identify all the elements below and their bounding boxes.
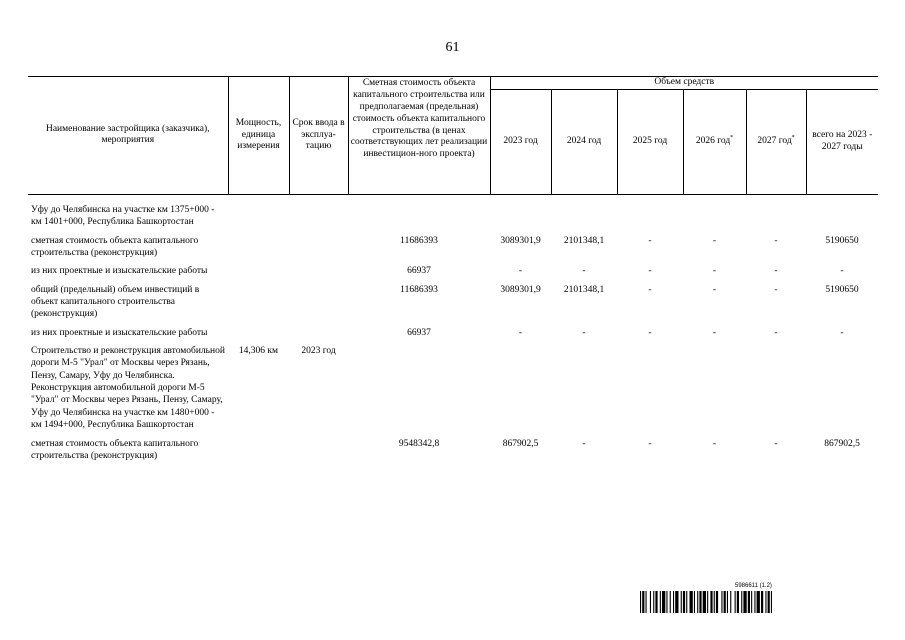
cell-y2023: - (518, 266, 523, 277)
cell-y2024 (551, 345, 617, 431)
cell-y2024: 2101348,1 (563, 284, 605, 295)
cell-cost (348, 204, 490, 229)
barcode-bar (655, 591, 657, 613)
cell-term (289, 438, 348, 463)
cell-y2024: - (582, 327, 586, 338)
barcode-bar (690, 591, 693, 613)
cell-term (289, 327, 348, 339)
header-2025: 2025 год (617, 89, 683, 194)
table-row (28, 327, 878, 339)
barcode-bar (751, 591, 752, 613)
cell-cap: 14,306 км (238, 346, 279, 357)
barcode-text: 5986611 (1.2) (735, 583, 772, 589)
cell-y2026 (683, 345, 746, 431)
barcode-bar (741, 591, 742, 613)
cell-y2023: 3089301,9 (500, 235, 541, 246)
cell-y2026: - (712, 284, 717, 295)
table-row (28, 235, 878, 260)
barcode (640, 583, 876, 613)
barcode-bar (683, 591, 685, 613)
table-row (28, 284, 878, 321)
cell-name: Уфу до Челябинска на участке км 1375+000 - км 1401+000, Республика Башкортостан (31, 205, 215, 228)
table-row (28, 265, 878, 277)
cell-cost: 9548342,8 (398, 438, 440, 449)
page-number: 61 (445, 40, 460, 55)
barcode-bar (716, 591, 718, 613)
cell-y2023: 3089301,9 (500, 284, 541, 295)
barcode-bar (686, 591, 687, 613)
cell-y2024: 2101348,1 (563, 235, 605, 246)
cell-y2023 (490, 345, 551, 431)
cell-y2026 (683, 204, 746, 229)
header-2024: 2024 год (551, 89, 617, 194)
barcode-bar (697, 591, 698, 613)
cell-term (289, 265, 348, 277)
cell-y2027: - (774, 327, 778, 338)
barcode-bar (646, 591, 647, 613)
cell-cap (228, 284, 289, 321)
cell-name: сметная стоимость объекта капитального строительства (реконструкция) (31, 235, 199, 259)
header-cost: Сметная стоимость объекта капитального строительства или предполагаемая (предельная) стоимость объекта капитального строительства (в ценах соответствующих лет реализации инвестицион-ного проекта) (348, 77, 490, 195)
barcode-bar (681, 591, 682, 613)
cell-cap (228, 438, 289, 463)
cell-y2027: - (774, 266, 778, 277)
cell-y2026: - (712, 235, 717, 246)
cell-name: из них проектные и изыскательские работы (31, 327, 208, 338)
cell-cap (228, 204, 289, 229)
cell-y2024: - (582, 266, 586, 277)
header-name: Наименование застройщика (заказчика), мероприятия (28, 77, 228, 195)
cell-y2023: - (518, 327, 523, 338)
cell-y2027: - (774, 235, 778, 246)
barcode-bar (640, 591, 641, 613)
cell-total: 5190650 (825, 235, 859, 246)
barcode-bar (703, 591, 706, 613)
header-volume: Объем средств (490, 77, 878, 90)
cell-term (289, 204, 348, 229)
barcode-bar (666, 591, 667, 613)
barcode-bar (771, 591, 772, 613)
cell-cap (228, 327, 289, 339)
cell-y2027 (746, 204, 806, 229)
table-header (28, 76, 878, 195)
cell-total (806, 345, 878, 431)
barcode-bar (714, 591, 715, 613)
barcode-icon (640, 591, 876, 613)
barcode-bar (675, 591, 678, 613)
header-2026: 2026 год* (683, 89, 746, 194)
cell-cost: 11686393 (400, 235, 438, 246)
footnote-mark: * (791, 135, 795, 142)
barcode-bar (662, 591, 665, 613)
barcode-bar (707, 591, 708, 613)
cell-y2024: - (582, 438, 586, 449)
barcode-bar (721, 591, 722, 613)
cell-term (289, 235, 348, 260)
cell-cap (228, 265, 289, 277)
cell-y2026: - (712, 266, 717, 277)
cell-y2027: - (774, 438, 778, 449)
cell-total (806, 204, 878, 229)
barcode-bar (653, 591, 654, 613)
barcode-bar (761, 591, 763, 613)
cell-y2025: - (648, 266, 652, 277)
table-body (28, 204, 878, 462)
barcode-bar (765, 591, 766, 613)
cell-y2026: - (712, 327, 717, 338)
barcode-bar (757, 591, 760, 613)
barcode-bar (673, 591, 674, 613)
cell-total: - (840, 327, 844, 338)
cell-name: Строительство и реконструкция автомобильной дороги М-5 "Урал" от Москвы через Рязань, Пензу, Самару, Уфу до Челябинска. Реконструкция автомобильной дороги М-5 "Урал" от Москвы через Рязань, Пензу, Самару, Уфу до Челябинска на участке км 1480+000 - км 1494+000, Республика Башкортостан (31, 346, 225, 431)
cell-term (289, 284, 348, 321)
barcode-bar (748, 591, 750, 613)
cell-term: 2023 год (301, 346, 336, 357)
cell-cap (228, 235, 289, 260)
table-row (28, 204, 878, 229)
header-total: всего на 2023 - 2027 годы (806, 89, 878, 194)
header-2027: 2027 год* (746, 89, 806, 194)
barcode-bar (735, 591, 736, 613)
cell-name: сметная стоимость объекта капитального строительства (реконструкция) (31, 438, 199, 461)
barcode-bar (670, 591, 671, 613)
cell-y2023: 867902,5 (502, 438, 539, 449)
cell-total: 5190650 (825, 284, 859, 295)
barcode-bar (724, 591, 726, 613)
cell-y2025: - (648, 235, 652, 246)
header-2023: 2023 год (490, 89, 551, 194)
cell-cost (348, 345, 490, 431)
table-rows (28, 204, 878, 462)
cell-y2027 (746, 345, 806, 431)
barcode-bar (699, 591, 701, 613)
barcode-bar (743, 591, 746, 613)
barcode-bar (710, 591, 712, 613)
barcode-bar (737, 591, 739, 613)
cell-y2024 (551, 204, 617, 229)
cell-cost: 66937 (407, 266, 431, 277)
cell-total: 867902,5 (824, 438, 860, 449)
cell-cost: 11686393 (400, 284, 438, 295)
cell-y2025: - (648, 438, 652, 449)
cell-y2026: - (712, 438, 717, 449)
cell-y2023 (490, 204, 551, 229)
cell-total: - (840, 266, 844, 277)
cell-y2027: - (774, 284, 778, 295)
cell-y2025 (617, 204, 683, 229)
cell-name: из них проектные и изыскательские работы (31, 266, 208, 277)
table-row (28, 345, 878, 431)
barcode-bar (727, 591, 728, 613)
cell-name: общий (предельный) объем инвестиций в объект капитального строительства (реконструкция) (31, 284, 200, 320)
header-capacity: Мощность, единица измерения (228, 77, 289, 195)
barcode-bar (730, 591, 731, 613)
cell-y2025 (617, 345, 683, 431)
cell-cost: 66937 (407, 327, 431, 338)
cell-y2025: - (648, 327, 652, 338)
barcode-bar (768, 591, 770, 613)
table-row (28, 438, 878, 463)
barcode-bar (694, 591, 695, 613)
barcode-bar (660, 591, 661, 613)
barcode-bar (754, 591, 755, 613)
cell-y2025: - (648, 284, 652, 295)
header-term: Срок ввода в эксплуа-тацию (289, 77, 348, 195)
barcode-bar (650, 591, 651, 613)
footnote-mark: * (730, 135, 734, 142)
barcode-bar (642, 591, 644, 613)
